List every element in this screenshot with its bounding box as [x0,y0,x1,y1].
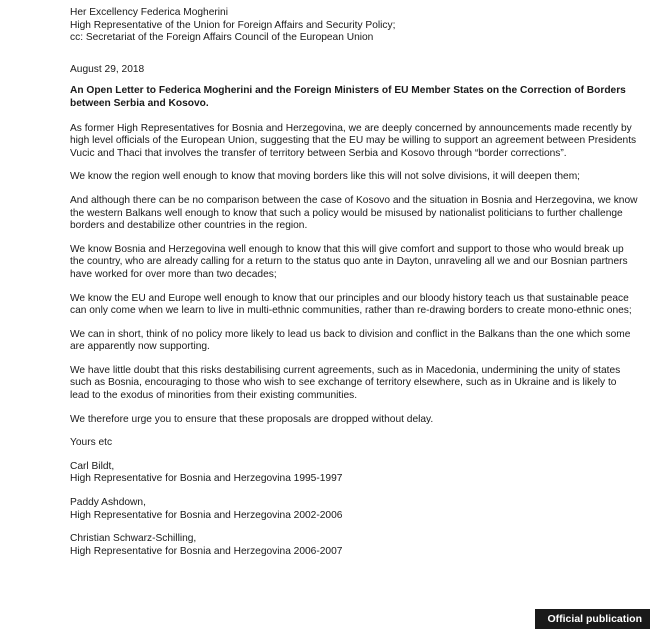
closing-line: Yours etc [70,437,113,449]
paragraph: We therefore urge you to ensure that these proposals are dropped without delay. [70,413,434,425]
signer-name: Christian Schwarz-Schilling, [70,533,197,545]
letter-date: August 29, 2018 [70,63,145,75]
signer-name: Carl Bildt, [70,460,115,472]
official-publication-label: Official publication [535,609,650,629]
signer-block [70,461,638,486]
paragraph: We have little doubt that this risks destabilising current agreements, such as in Macedonia, undermining the unity of states such as Bosnia, encouraging to those who wish to see exchange of territory elsewhere, such as in Ukraine and is likely to lead to the exodus of minorities from their existing communities. [70,364,621,402]
paragraph: We can in short, think of no policy more likely to lead us back to division and conflict in the Balkans than the one which some are apparently now supporting. [70,328,631,353]
paragraph: And although there can be no comparison between the case of Kosovo and the situation in Bosnia and Herzegovina, we know the western Balkans well enough to know that such a policy would be misused by nationalist politicians to further challenge borders and destabilize other countries in the region. [70,194,638,232]
letter-title: An Open Letter to Federica Mogherini and the Foreign Ministers of EU Member States on the Correction of Borders between Serbia and Kosovo. [70,85,626,109]
letter-document [70,7,638,569]
paragraph: We know the EU and Europe well enough to know that our principles and our bloody history teach us that sustainable peace can only come when we learn to live in multi-ethnic communities, rather than re-drawing borders to create mono-ethnic ones; [70,292,632,317]
signer-block [70,497,638,522]
signer-block [70,533,638,558]
addressee-name: Her Excellency Federica Mogherini [70,7,228,18]
signer-role: High Representative for Bosnia and Herzegovina 2002-2006 [70,509,343,521]
paragraph: As former High Representatives for Bosnia and Herzegovina, we are deeply concerned by announcements made recently by high level officials of the European Union, suggesting that the EU may be willing to support an agreement between Presidents Vucic and Thaci that involves the transfer of territory between Serbia and Kosovo through “border corrections”. [70,122,637,159]
paragraph: We know the region well enough to know that moving borders like this will not solve divisions, it will deepen them; [70,171,581,183]
signer-name: Paddy Ashdown, [70,497,146,509]
addressee-cc: cc: Secretariat of the Foreign Affairs Council of the European Union [70,32,374,44]
addressee-block [70,7,638,45]
paragraph: We know Bosnia and Herzegovina well enough to know that this will give comfort and support to those who would break up the country, who are already calling for a return to the status quo ante in Dayton, unraveling all we and our Bosnian partners have worked for over more than two decades; [70,243,628,280]
addressee-title: High Representative of the Union for Foreign Affairs and Security Policy; [70,19,396,31]
signer-role: High Representative for Bosnia and Herzegovina 1995-1997 [70,473,343,485]
signer-role: High Representative for Bosnia and Herzegovina 2006-2007 [70,545,343,557]
